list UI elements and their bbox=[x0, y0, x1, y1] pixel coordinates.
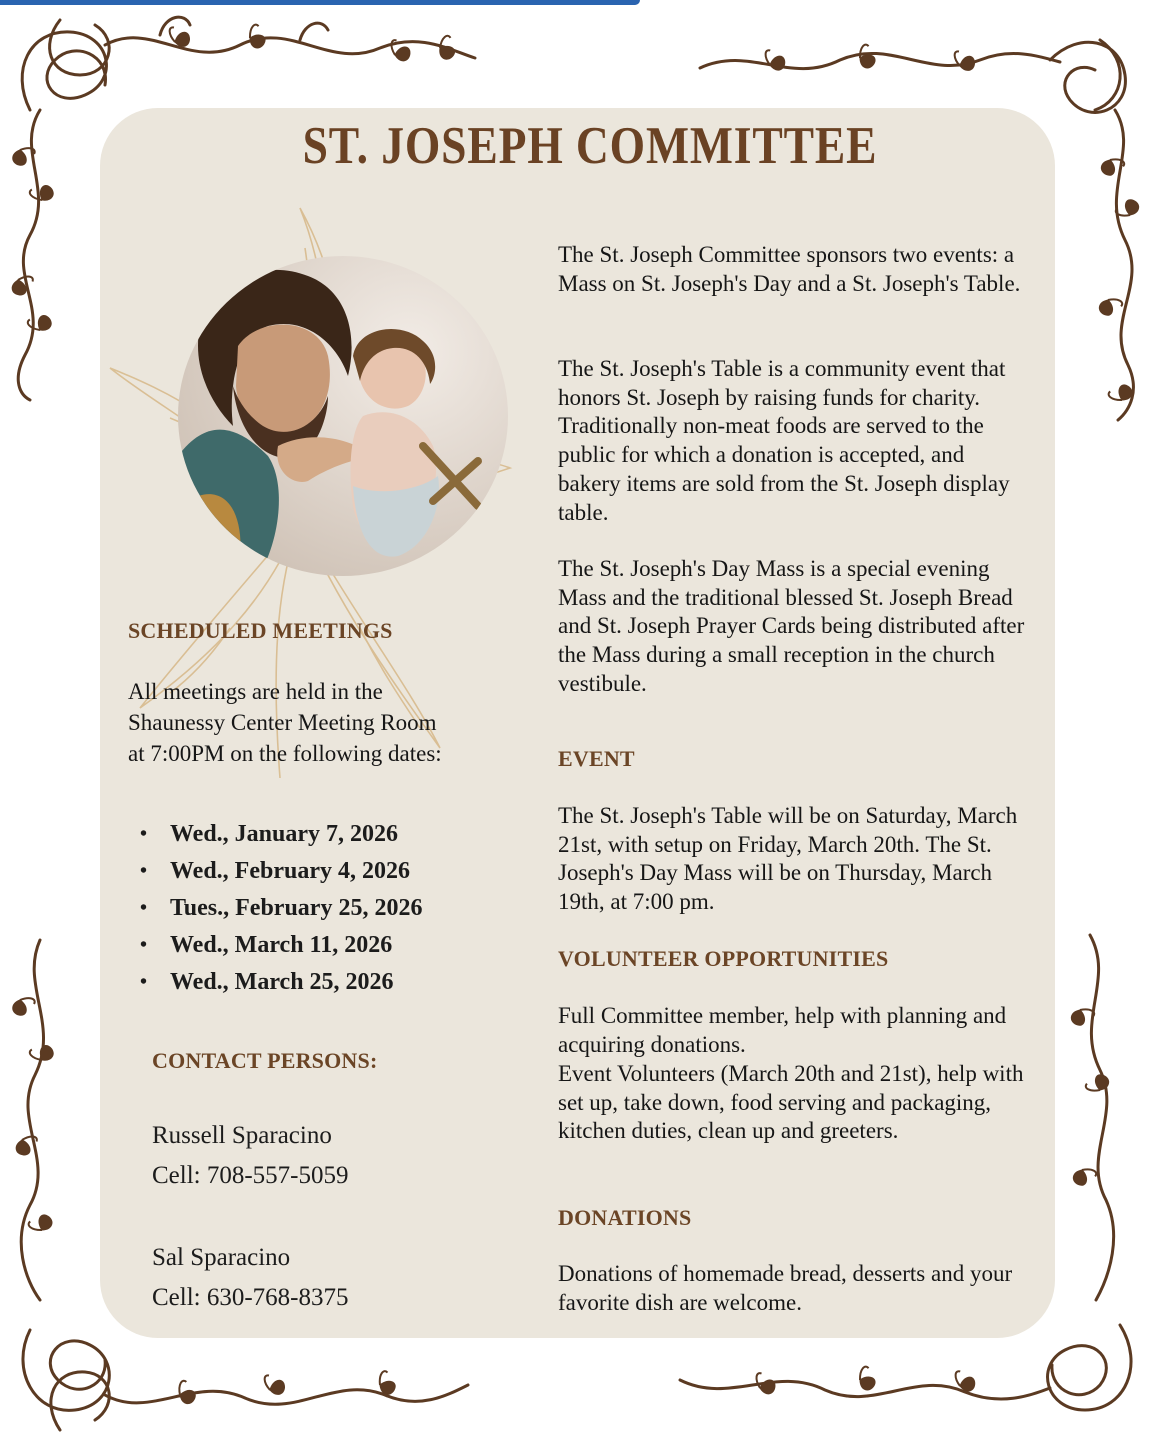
donations-heading: DONATIONS bbox=[558, 1205, 692, 1230]
about-paragraph-1: The St. Joseph Committee sponsors two events: a Mass on St. Joseph's Day and a St. Joseph's Table. bbox=[558, 242, 1021, 296]
content-panel bbox=[100, 108, 1055, 1338]
contact-phone: Cell: 708-557-5059 bbox=[152, 1162, 349, 1189]
volunteer-text-2: Event Volunteers (March 20th and 21st), help with set up, take down, food serving and packaging, kitchen duties, clean up and greeters. bbox=[558, 1061, 1024, 1144]
meeting-dates-list bbox=[140, 816, 422, 1001]
meeting-date: Wed., March 25, 2026 bbox=[170, 969, 394, 995]
scheduled-meetings-heading: SCHEDULED MEETINGS bbox=[128, 618, 393, 643]
meetings-intro-text: All meetings are held in the Shaunessy Center Meeting Room at 7:00PM on the following dates: bbox=[128, 679, 442, 766]
st-joseph-portrait-image bbox=[178, 256, 508, 576]
volunteer-heading: VOLUNTEER OPPORTUNITIES bbox=[558, 946, 889, 971]
contact-name: Russell Sparacino bbox=[152, 1122, 332, 1149]
bullet: • bbox=[140, 971, 148, 993]
meeting-date: Wed., March 11, 2026 bbox=[170, 932, 393, 958]
top-accent-bar bbox=[0, 0, 640, 5]
about-paragraph-2: The St. Joseph's Table is a community event that honors St. Joseph by raising funds for charity. Traditionally non-meat foods are served to the public for which a donation is accepted, and bakery items are sold from the St. Joseph display table. bbox=[558, 356, 1010, 525]
contact-card bbox=[152, 1116, 472, 1196]
event-heading: EVENT bbox=[558, 746, 635, 771]
bullet: • bbox=[140, 897, 148, 919]
bullet: • bbox=[140, 860, 148, 882]
contact-persons-heading: CONTACT PERSONS: bbox=[152, 1048, 378, 1073]
list-item bbox=[140, 890, 422, 927]
list-item bbox=[140, 927, 422, 964]
meeting-date: Wed., February 4, 2026 bbox=[170, 858, 410, 884]
meeting-date: Wed., January 7, 2026 bbox=[170, 821, 399, 847]
bullet: • bbox=[140, 934, 148, 956]
volunteer-text-1: Full Committee member, help with planning and acquiring donations. bbox=[558, 1003, 1007, 1057]
contact-card bbox=[152, 1238, 472, 1318]
list-item bbox=[140, 853, 422, 890]
list-item bbox=[140, 816, 422, 853]
bullet: • bbox=[140, 823, 148, 845]
list-item bbox=[140, 964, 422, 1001]
meeting-date: Tues., February 25, 2026 bbox=[170, 895, 423, 921]
donations-text: Donations of homemade bread, desserts and your favorite dish are welcome. bbox=[558, 1261, 1013, 1315]
page-title: ST. JOSEPH COMMITTEE bbox=[302, 117, 878, 175]
contact-name: Sal Sparacino bbox=[152, 1244, 291, 1271]
event-text: The St. Joseph's Table will be on Saturday, March 21st, with setup on Friday, March 20th. The St. Joseph's Day Mass will be on Thursday, March 19th, at 7:00 pm. bbox=[558, 803, 1018, 915]
about-paragraph-3: The St. Joseph's Day Mass is a special evening Mass and the traditional blessed St. Joseph Bread and St. Joseph Prayer Cards being distributed after the Mass during a small reception in the church vestibule. bbox=[558, 556, 1025, 696]
contact-phone: Cell: 630-768-8375 bbox=[152, 1284, 349, 1311]
